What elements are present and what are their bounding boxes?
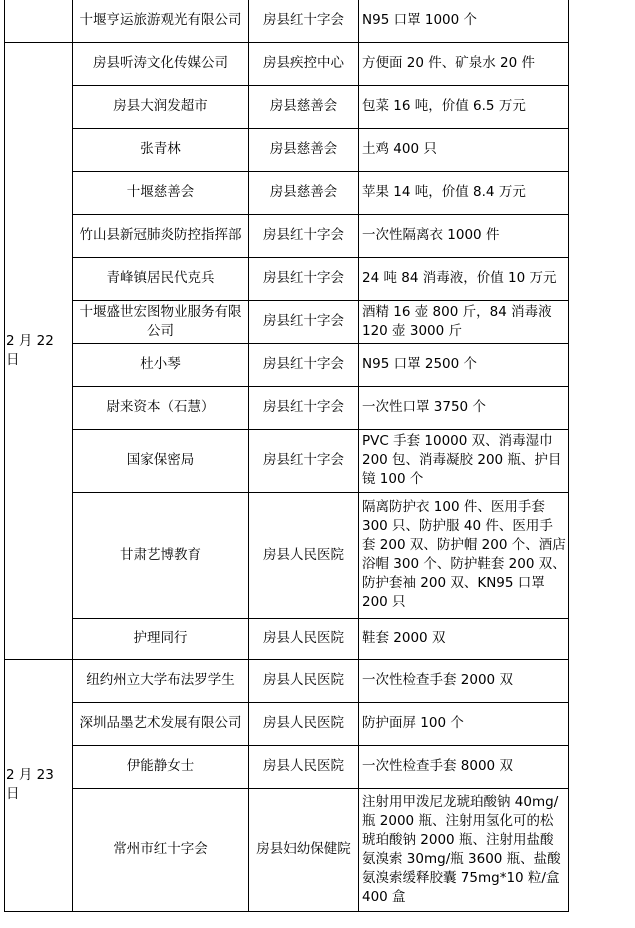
date-cell-empty [5, 0, 73, 42]
table-row [5, 386, 569, 429]
table-row [5, 618, 569, 659]
table-row [5, 85, 569, 128]
recipient-cell: 房县红十字会 [249, 0, 359, 42]
items-cell: 土鸡 400 只 [359, 128, 569, 171]
items-cell: 鞋套 2000 双 [359, 618, 569, 659]
recipient-cell: 房县妇幼保健院 [249, 788, 359, 911]
recipient-cell: 房县人民医院 [249, 745, 359, 788]
recipient-cell: 房县人民医院 [249, 702, 359, 745]
items-cell: N95 口罩 1000 个 [359, 0, 569, 42]
donor-cell: 深圳品墨艺术发展有限公司 [73, 702, 249, 745]
donation-table [4, 0, 569, 912]
items-cell: 一次性口罩 3750 个 [359, 386, 569, 429]
table-row [5, 745, 569, 788]
date-cell: 2 月 22 日 [5, 42, 73, 659]
table-row [5, 343, 569, 386]
recipient-cell: 房县慈善会 [249, 85, 359, 128]
donor-cell: 伊能静女士 [73, 745, 249, 788]
donor-cell: 竹山县新冠肺炎防控指挥部 [73, 214, 249, 257]
donor-cell: 尉来资本（石慧） [73, 386, 249, 429]
donor-cell: 张青林 [73, 128, 249, 171]
items-cell: 方便面 20 件、矿泉水 20 件 [359, 42, 569, 85]
recipient-cell: 房县慈善会 [249, 128, 359, 171]
table-row [5, 214, 569, 257]
recipient-cell: 房县人民医院 [249, 659, 359, 702]
items-cell: 酒精 16 壶 800 斤，84 消毒液 120 壶 3000 斤 [359, 300, 569, 343]
recipient-cell: 房县红十字会 [249, 386, 359, 429]
items-cell: 包菜 16 吨，价值 6.5 万元 [359, 85, 569, 128]
recipient-cell: 房县红十字会 [249, 343, 359, 386]
recipient-cell: 房县人民医院 [249, 492, 359, 618]
recipient-cell: 房县人民医院 [249, 618, 359, 659]
donor-cell: 国家保密局 [73, 429, 249, 492]
recipient-cell: 房县红十字会 [249, 429, 359, 492]
items-cell: 隔离防护衣 100 件、医用手套 300 只、防护服 40 件、医用手套 200 双、防护帽 200 个、酒店浴帽 300 个、防护鞋套 200 双、防护套袖 200 双、KN95 口罩 200 只 [359, 492, 569, 618]
table-row [5, 492, 569, 618]
table-row [5, 128, 569, 171]
donor-cell: 房县大润发超市 [73, 85, 249, 128]
recipient-cell: 房县疾控中心 [249, 42, 359, 85]
table-row [5, 257, 569, 300]
table-row [5, 702, 569, 745]
items-cell: 一次性检查手套 8000 双 [359, 745, 569, 788]
donor-cell: 十堰盛世宏图物业服务有限公司 [73, 300, 249, 343]
recipient-cell: 房县红十字会 [249, 300, 359, 343]
donation-table-sheet [4, 0, 569, 912]
table-row [5, 300, 569, 343]
table-row [5, 0, 569, 42]
donor-cell: 十堰慈善会 [73, 171, 249, 214]
donor-cell: 护理同行 [73, 618, 249, 659]
items-cell: 一次性检查手套 2000 双 [359, 659, 569, 702]
table-row [5, 42, 569, 85]
table-row [5, 429, 569, 492]
table-row [5, 788, 569, 911]
donor-cell: 房县听涛文化传媒公司 [73, 42, 249, 85]
donor-cell: 甘肃艺博教育 [73, 492, 249, 618]
items-cell: 24 吨 84 消毒液，价值 10 万元 [359, 257, 569, 300]
items-cell: 防护面屏 100 个 [359, 702, 569, 745]
items-cell: 注射用甲泼尼龙琥珀酸钠 40mg/瓶 2000 瓶、注射用氢化可的松琥珀酸钠 2000 瓶、注射用盐酸氨溴索 30mg/瓶 3600 瓶、盐酸氨溴索缓释胶囊 75mg*10 粒/盒 400 盒 [359, 788, 569, 911]
donor-cell: 常州市红十字会 [73, 788, 249, 911]
recipient-cell: 房县红十字会 [249, 257, 359, 300]
items-cell: 苹果 14 吨，价值 8.4 万元 [359, 171, 569, 214]
items-cell: 一次性隔离衣 1000 件 [359, 214, 569, 257]
date-cell: 2 月 23 日 [5, 659, 73, 911]
table-row [5, 659, 569, 702]
donor-cell: 青峰镇居民代克兵 [73, 257, 249, 300]
items-cell: PVC 手套 10000 双、消毒湿巾 200 包、消毒凝胶 200 瓶、护目镜 100 个 [359, 429, 569, 492]
donor-cell: 十堰亨运旅游观光有限公司 [73, 0, 249, 42]
donor-cell: 纽约州立大学布法罗学生 [73, 659, 249, 702]
donor-cell: 杜小琴 [73, 343, 249, 386]
table-row [5, 171, 569, 214]
items-cell: N95 口罩 2500 个 [359, 343, 569, 386]
recipient-cell: 房县红十字会 [249, 214, 359, 257]
recipient-cell: 房县慈善会 [249, 171, 359, 214]
